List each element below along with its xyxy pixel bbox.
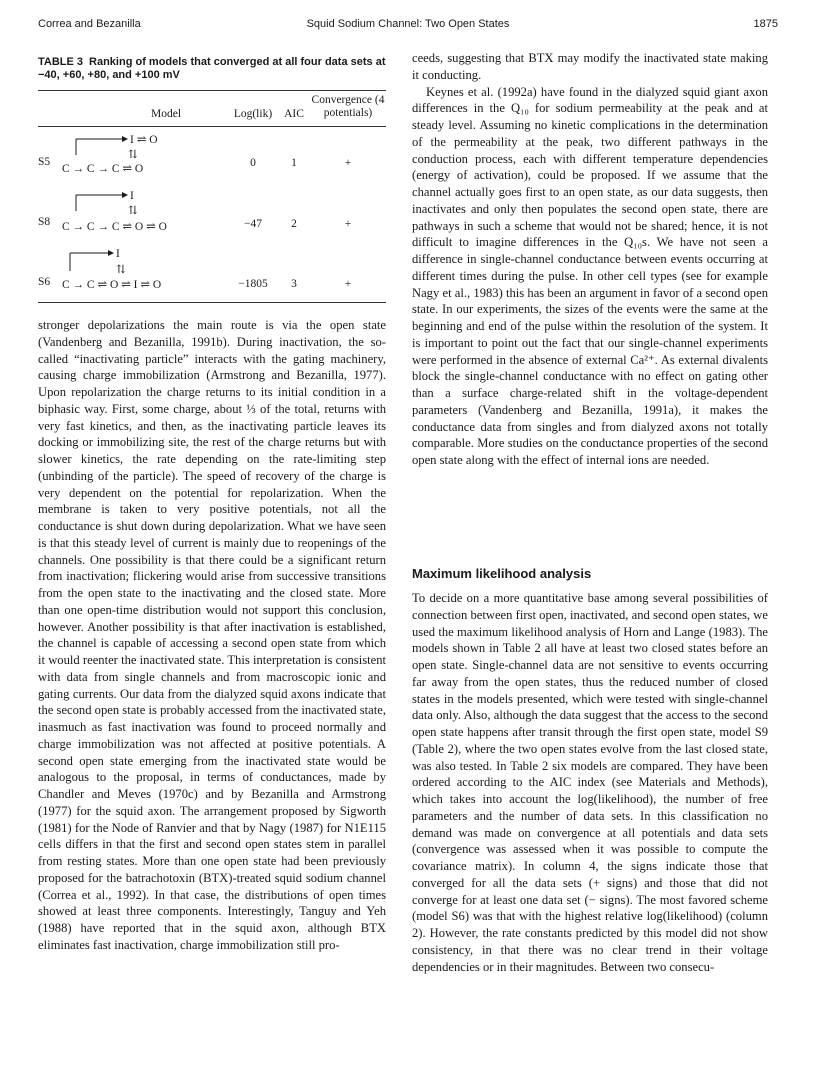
right-continuation: ceeds, suggesting that BTX may modify the inactivated state making it conducting. [412, 51, 768, 82]
col-header-loglik: Log(lik) [233, 108, 273, 120]
svg-text:⇅: ⇅ [128, 149, 138, 161]
left-paragraph: stronger depolarizations the main route is via the open state (Vandenberg and Bezanilla, 1991b). During inactivation, the so-called “inactivating particle” interacts with the gating machinery, causing charge immobilization (Armstrong and Bezanilla, 1977). Upon repolarization the charge returns to its initial condition in a biphasic way. First, some charge, about ⅓ of the total, returns with very fast kinetics, and then, as the inactivating particle leaves its docking or immobilizing site, the rest of the charge returns but with slower kinetics, the rate depending on the rate-limiting step (unbinding of the particle). The speed of recovery of the charge is very dependent on the potential for repolarization. When the membrane is taken to very positive potentials, not all the conductance is shut down during depolarization. What we have seen is that this steady level of current is mainly due to reopenings of the channels. One possibility is that there could be a significant return from inactivation; flickering would arise from successive transitions from the open state to the inactivating and the closed state. More than one open-time distribution would not support this conclusion, however. Another possibility is that after inactivation is established, the channel is capable of accessing a second open state from which it would reenter the inactivated state. This interpretation is consistent with data from single channels and from macroscopic ionic and gating currents. Our data from the dialyzed squid axons indicate that the second open state is probably accessed from the inactivated state, inasmuch as fast inactivation was found to proceed normally and charge immobilization was not affected at positive potentials. A second open state emerging from the inactivated state would be analogous to the proposal, in terms of conductances, made by Chandler and Meves (1970c) and by Bezanilla and Armstrong (1977) for the squid axon. The arrangement proposed by Sigworth (1981) for the Node of Ranvier and that by Nagy (1987) for N1E115 cells differs in that the first and second open states stem in parallel from resting states. More than one open state had been previously proposed for the batrachotoxin (BTX)-treated squid sodium channel (Correa et al., 1992). In that case, the distributions of open times showed at least three components. Interestingly, Tanguy and Yeh (1988) have reported that in the squid axon, although BTX eliminates fast inactivation, charge immobilization still pro- [38, 318, 386, 952]
table-bottom-rule [38, 302, 386, 303]
scheme-s6 [62, 242, 212, 292]
row-label-s8: S8 [38, 216, 51, 228]
cell-s8-convergence: + [344, 218, 352, 230]
cell-s5-aic: 1 [291, 157, 297, 169]
running-header [38, 18, 778, 34]
table-3 [38, 56, 386, 291]
table-caption [38, 56, 386, 82]
table-top-rule [38, 90, 386, 91]
right-column-top [412, 50, 768, 469]
right-paragraph-3: To decide on a more quantitative base among several possibilities of connection between first open, inactivated, and second open states, we used the maximum likelihood analysis of Horn and Lange (1983). The models shown in Table 2 all have at least two closed states before an open state. Single-channel data are not sensitive to events occurring far away from the open states, thus the reduced number of closed states in the models presented, which were tested with single-channel data only. Also, although the data suggest that the access to the second open state happens after transit through the first open state, model S9 (Table 2), where the two open states evolve from the last closed state, was also tested. In Table 2 six models are compared. They have been ordered according to the AIC index (see Materials and Methods), which takes into account the log(likelihood), the number of free parameters and the number of data sets. In this classification no demand was made on convergence at all potentials and data sets (convergence was assessed when it was possible to compute the covariance matrix). In column 4, the signs indicate those that converged for all the data sets (+ signs) and those that did not converge for at least one data set (− signs). The most favored scheme (model S6) was that with the highest relative log(likelihood) (column 2). However, the rate constants predicted by this model did not show consistency, in that there was no clear trend in their voltage dependencies or in their magnitudes. Between two consecu- [412, 591, 768, 974]
cell-s6-convergence: + [344, 278, 352, 290]
table-label: TABLE 3 [38, 56, 84, 68]
scheme-s6-top: I [116, 248, 120, 260]
table-header-rule [38, 126, 386, 127]
cell-s6-loglik: −1805 [238, 278, 268, 290]
scheme-s5-bottom: C → C → C ⇌ O [62, 163, 144, 175]
scheme-s6-bottom: C → C ⇌ O ⇌ I ⇌ O [62, 279, 162, 291]
left-column [38, 317, 386, 954]
col-header-model: Model [150, 108, 182, 120]
svg-text:⇅: ⇅ [116, 264, 126, 276]
header-page-number: 1875 [753, 18, 778, 30]
scheme-s8-bottom: C → C → C ⇌ O ⇌ O [62, 221, 167, 233]
cell-s8-loglik: −47 [244, 218, 262, 230]
scheme-s5 [62, 128, 192, 178]
col-header-aic: AIC [284, 108, 304, 120]
scheme-s8 [62, 184, 212, 234]
scheme-s8-top: I [130, 190, 134, 202]
col-header-convergence: Convergence (4 potentials) [311, 94, 385, 119]
cell-s8-aic: 2 [291, 218, 297, 230]
cell-s5-convergence: + [344, 157, 352, 169]
right-paragraph-2: Keynes et al. (1992a) have found in the dialyzed squid giant axon differences in the Q₁₀ for sodium permeability at the peak and at steady level. Assuming no kinetic complications in the determination of the permeability at the peak, two different pathways in the conduction process, each with different temperature dependencies (energy of activation), could be proposed. If we assume that the channel actually goes first to an open state, as our data suggests, then inactivates and only then populates the second open state, there are pathways in such a scheme that would not be shared; hence, it is not difficult to imagine differences in the Q₁₀s. We have not seen a difference in single-channel conductance between events occurring at different times during the pulse. In other cell types (see for example Nagy et al., 1983) this has been an argument in favor of a second open state. In our experiments, the sizes of the events were the same at the beginning and end of the pulse within the resolution of the system. It is important to point out the fact that our single-channel experiments were performed in the absence of external Ca²⁺. As external divalents block the single-channel conductance with no effect on gating other than a surface charge-related shift in the voltage-dependent parameters (Vandenberg and Bezanilla, 1991a), it makes the conductance data from singles and from dialyzed axons not totally comparable. More studies on the conductance properties of the second open state along with the effect of internal ions are needed. [412, 84, 768, 467]
table-description: Ranking of models that converged at all four data sets at −40, +60, +80, and +100 mV [38, 56, 386, 81]
row-label-s6: S6 [38, 276, 51, 288]
svg-text:⇅: ⇅ [128, 205, 138, 217]
row-label-s5: S5 [38, 156, 51, 168]
section-heading: Maximum likelihood analysis [412, 566, 592, 581]
right-column-bottom [412, 590, 768, 975]
header-authors: Correa and Bezanilla [38, 18, 141, 30]
cell-s5-loglik: 0 [250, 157, 256, 169]
cell-s6-aic: 3 [291, 278, 297, 290]
scheme-s5-top: I ⇌ O [130, 134, 158, 146]
header-running-title: Squid Sodium Channel: Two Open States [306, 18, 510, 30]
